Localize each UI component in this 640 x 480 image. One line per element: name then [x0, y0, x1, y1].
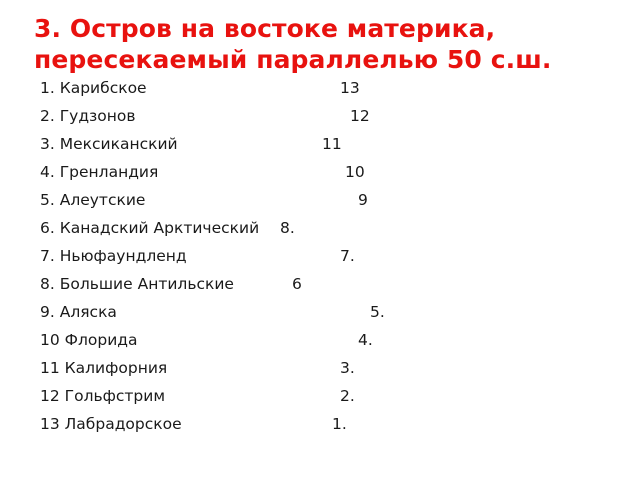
list-item: [40, 137, 612, 165]
list-item: [40, 333, 612, 361]
list-item-label: 1. Карибское: [40, 79, 147, 97]
list-item: [40, 305, 612, 333]
list-item-label: 3. Мексиканский: [40, 135, 178, 153]
list-item-label: 7. Ньюфаундленд: [40, 247, 187, 265]
list-item: [40, 389, 612, 417]
list-item-answer: 12: [350, 107, 370, 125]
answer-list: [34, 81, 612, 445]
list-item-answer: 6: [292, 275, 302, 293]
list-item-label: 12 Гольфстрим: [40, 387, 166, 405]
list-item-answer: 2.: [340, 387, 355, 405]
list-item: [40, 249, 612, 277]
list-item-label: 11 Калифорния: [40, 359, 168, 377]
list-item-answer: 4.: [358, 331, 373, 349]
page-title: 3. Остров на востоке материка, пересекаемый параллелью 50 с.ш.: [34, 14, 552, 74]
list-item-label: 6. Канадский Арктический: [40, 219, 260, 237]
list-item-label: 8. Большие Антильские: [40, 275, 234, 293]
list-item-label: 2. Гудзонов: [40, 107, 136, 125]
list-item-answer: 3.: [340, 359, 355, 377]
list-item-answer: 13: [340, 79, 360, 97]
list-item-answer: 10: [345, 163, 365, 181]
list-item-label: 13 Лабрадорское: [40, 415, 182, 433]
list-item: [40, 165, 612, 193]
list-item-answer: 11: [322, 135, 342, 153]
list-item-label: 9. Аляска: [40, 303, 117, 321]
list-item-answer: 8.: [280, 219, 295, 237]
list-item-label: 10 Флорида: [40, 331, 138, 349]
list-item-answer: 7.: [340, 247, 355, 265]
list-item-label: 5. Алеутские: [40, 191, 146, 209]
list-item-answer: 1.: [332, 415, 347, 433]
list-item-answer: 9: [358, 191, 368, 209]
list-item-label: 4. Гренландия: [40, 163, 159, 181]
list-item: [40, 109, 612, 137]
list-item: [40, 81, 612, 109]
list-item-answer: 5.: [370, 303, 385, 321]
list-item: [40, 361, 612, 389]
list-item: [40, 193, 612, 221]
list-item: [40, 221, 612, 249]
list-item: [40, 417, 612, 445]
list-item: [40, 277, 612, 305]
